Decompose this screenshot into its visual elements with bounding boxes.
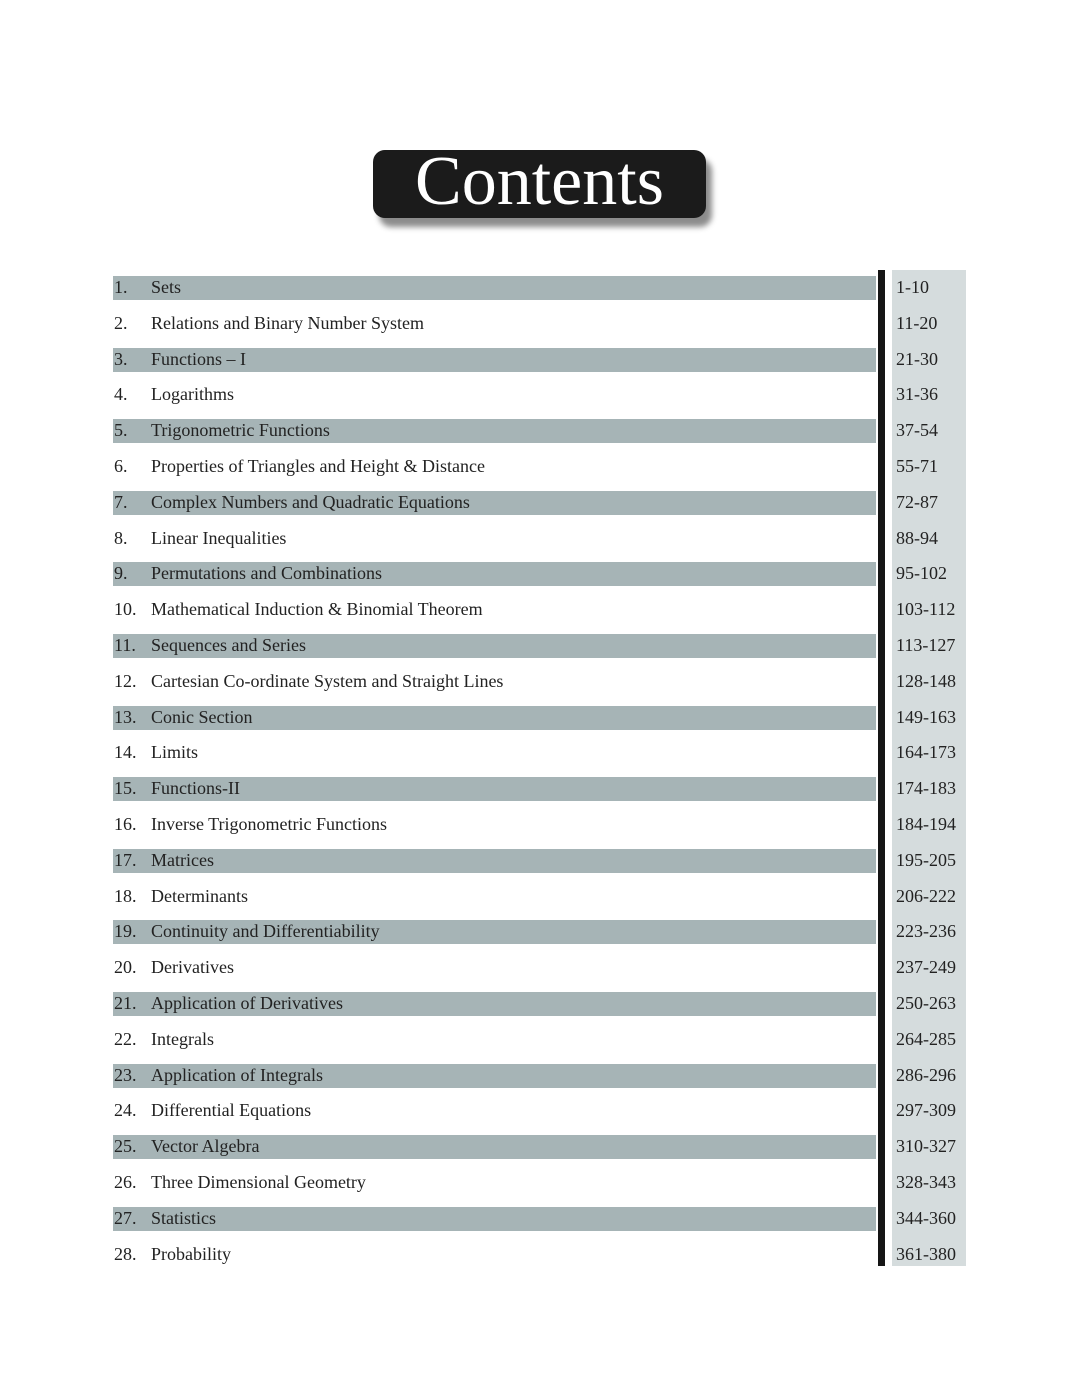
toc-entry[interactable] <box>113 813 876 837</box>
chapter-number: 15. <box>114 778 137 799</box>
page-range: 286-296 <box>896 1064 956 1085</box>
chapter-number: 6. <box>114 456 128 476</box>
chapter-number: 8. <box>114 527 128 548</box>
chapter-number: 11. <box>114 635 136 655</box>
toc-entry[interactable] <box>113 1243 876 1267</box>
toc-entry[interactable] <box>113 491 876 515</box>
chapter-title: Derivatives <box>151 957 234 978</box>
page-range: 361-380 <box>896 1243 956 1264</box>
chapter-title: Application of Integrals <box>151 1064 323 1085</box>
page-range: 195-205 <box>896 849 956 870</box>
chapter-title: Matrices <box>151 849 214 870</box>
chapter-title: Integrals <box>151 1028 214 1049</box>
toc-entry[interactable] <box>113 348 876 372</box>
page-range: 264-285 <box>896 1028 956 1049</box>
chapter-title: Determinants <box>151 885 248 906</box>
chapter-number: 16. <box>114 814 137 834</box>
page-range: 113-127 <box>896 635 956 655</box>
chapter-number: 12. <box>114 670 137 691</box>
vertical-divider <box>878 270 885 1266</box>
chapter-number: 22. <box>114 1028 137 1049</box>
page-range: 328-343 <box>896 1172 956 1192</box>
chapter-number: 21. <box>114 993 137 1013</box>
page-range: 103-112 <box>896 599 956 620</box>
page-range: 21-30 <box>896 348 938 369</box>
chapter-number: 1. <box>114 277 128 297</box>
chapter-title: Application of Derivatives <box>151 993 343 1013</box>
chapter-number: 2. <box>114 312 128 333</box>
chapter-number: 26. <box>114 1172 137 1192</box>
toc-entry[interactable] <box>113 1135 876 1159</box>
toc-entry[interactable] <box>113 634 876 658</box>
toc-entry[interactable] <box>113 956 876 980</box>
chapter-title: Cartesian Co-ordinate System and Straight Lines <box>151 670 504 691</box>
chapter-title: Sequences and Series <box>151 635 306 655</box>
page-range: 174-183 <box>896 778 956 799</box>
page-range: 250-263 <box>896 993 956 1013</box>
chapter-number: 28. <box>114 1243 137 1264</box>
chapter-title: Trigonometric Functions <box>151 420 330 441</box>
chapter-number: 4. <box>114 384 128 405</box>
toc-entry[interactable] <box>113 455 876 479</box>
chapter-title: Sets <box>151 277 182 297</box>
chapter-title: Relations and Binary Number System <box>151 312 424 333</box>
chapter-number: 25. <box>114 1136 137 1157</box>
chapter-title: Complex Numbers and Quadratic Equations <box>151 491 470 512</box>
chapter-title: Permutations and Combinations <box>151 563 382 584</box>
chapter-number: 19. <box>114 921 137 942</box>
chapter-number: 9. <box>114 563 128 584</box>
page-range: 55-71 <box>896 456 938 476</box>
page-range: 310-327 <box>896 1136 956 1157</box>
page-range: 149-163 <box>896 706 956 727</box>
chapter-title: Three Dimensional Geometry <box>151 1172 366 1192</box>
chapter-number: 3. <box>114 348 128 369</box>
toc-entry[interactable] <box>113 562 876 586</box>
page-range: 72-87 <box>896 491 938 512</box>
page-range: 88-94 <box>896 527 938 548</box>
chapter-number: 17. <box>114 849 137 870</box>
toc-entry[interactable] <box>113 1028 876 1052</box>
chapter-title: Linear Inequalities <box>151 527 287 548</box>
page-title: Contents <box>415 143 664 220</box>
toc-entry[interactable] <box>113 670 876 694</box>
chapter-number: 5. <box>114 420 128 441</box>
page-range: 184-194 <box>896 814 956 834</box>
page-range: 37-54 <box>896 420 938 441</box>
toc-entry[interactable] <box>113 276 876 300</box>
page-range: 31-36 <box>896 384 938 405</box>
toc-entry[interactable] <box>113 706 876 730</box>
chapter-title: Conic Section <box>151 706 253 727</box>
chapter-number: 20. <box>114 957 137 978</box>
toc-entry[interactable] <box>113 885 876 909</box>
page-range: 206-222 <box>896 885 956 906</box>
toc-entry[interactable] <box>113 1099 876 1123</box>
page-range: 128-148 <box>896 670 956 691</box>
page-range: 11-20 <box>896 312 938 333</box>
chapter-number: 24. <box>114 1100 137 1121</box>
toc-entry[interactable] <box>113 920 876 944</box>
toc-entry[interactable] <box>113 312 876 336</box>
chapter-number: 23. <box>114 1064 137 1085</box>
chapter-title: Mathematical Induction & Binomial Theorem <box>151 599 483 620</box>
toc-entry[interactable] <box>113 527 876 551</box>
chapter-title: Differential Equations <box>151 1100 312 1121</box>
toc-entry[interactable] <box>113 383 876 407</box>
toc-entry[interactable] <box>113 1207 876 1231</box>
toc-entry[interactable] <box>113 741 876 765</box>
page-range: 297-309 <box>896 1100 956 1121</box>
chapter-number: 7. <box>114 491 128 512</box>
page-range: 95-102 <box>896 563 947 584</box>
chapter-title: Continuity and Differentiability <box>151 921 380 942</box>
chapter-number: 10. <box>114 599 137 620</box>
chapter-title: Statistics <box>151 1207 217 1228</box>
chapter-title: Inverse Trigonometric Functions <box>151 814 387 834</box>
toc-entry[interactable] <box>113 992 876 1016</box>
chapter-title: Functions – I <box>151 348 247 369</box>
toc-entry[interactable] <box>113 1171 876 1195</box>
page-range: 344-360 <box>896 1207 956 1228</box>
chapter-number: 18. <box>114 885 137 906</box>
chapter-number: 13. <box>114 706 137 727</box>
chapter-title: Limits <box>151 742 199 763</box>
toc-entry[interactable] <box>113 598 876 622</box>
chapter-title: Vector Algebra <box>151 1136 260 1157</box>
page-range: 237-249 <box>896 957 956 978</box>
toc-entry[interactable] <box>113 849 876 873</box>
chapter-title: Properties of Triangles and Height & Distance <box>151 456 485 476</box>
chapter-title: Functions-II <box>151 778 240 799</box>
chapter-number: 27. <box>114 1207 137 1228</box>
page-range: 1-10 <box>896 277 929 297</box>
toc-entry[interactable] <box>113 777 876 801</box>
contents-title-banner <box>373 143 706 220</box>
chapter-title: Probability <box>151 1243 231 1264</box>
toc-entry[interactable] <box>113 1064 876 1088</box>
toc-entry[interactable] <box>113 419 876 443</box>
page-range: 223-236 <box>896 921 956 942</box>
chapter-number: 14. <box>114 742 137 763</box>
chapter-title: Logarithms <box>151 384 234 405</box>
page-range: 164-173 <box>896 742 956 763</box>
